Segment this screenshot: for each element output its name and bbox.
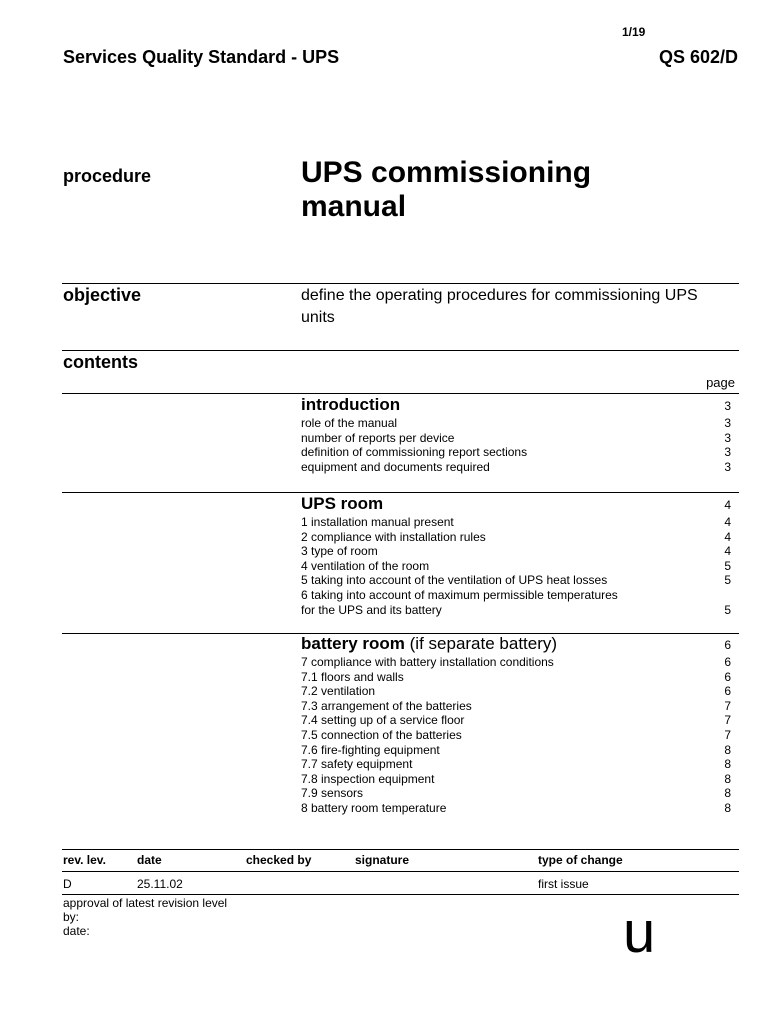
type-of-change-value: first issue — [538, 877, 589, 891]
contents-section-battery-room — [301, 634, 731, 816]
document-title-line-2: manual — [301, 190, 407, 223]
date-header: date — [137, 853, 162, 867]
divider — [62, 393, 739, 394]
section-heading — [301, 634, 731, 655]
divider — [62, 492, 739, 493]
approval-by-label: by: — [63, 910, 80, 924]
section-page: 6 — [724, 638, 731, 652]
contents-item: 7.6 fire-fighting equipment 8 — [301, 742, 731, 757]
document-code: QS 602/D — [658, 47, 738, 67]
contents-item: 7 compliance with battery installation conditions 6 — [301, 655, 731, 669]
divider — [62, 350, 739, 351]
page-number: 1/19 — [622, 25, 646, 39]
section-heading — [301, 494, 731, 515]
section-heading — [301, 395, 731, 416]
contents-item: 8 battery room temperature 8 — [301, 800, 731, 815]
contents-item: 7.3 arrangement of the batteries 7 — [301, 698, 731, 713]
section-title: UPS room — [301, 494, 384, 513]
section-page: 4 — [724, 498, 731, 512]
contents-item: role of the manual 3 — [301, 416, 731, 430]
contents-item: 7.2 ventilation 6 — [301, 684, 731, 699]
contents-item: number of reports per device 3 — [301, 430, 731, 445]
contents-item: 7.5 connection of the batteries 7 — [301, 727, 731, 742]
approval-date-label: date: — [63, 924, 90, 938]
contents-section-introduction — [301, 395, 731, 474]
checked-by-header: checked by — [246, 853, 312, 867]
divider — [62, 849, 739, 850]
section-title: battery room (if separate battery) — [301, 634, 558, 653]
contents-item: 7.4 setting up of a service floor 7 — [301, 713, 731, 728]
procedure-label: procedure — [63, 166, 152, 186]
objective-text: define the operating procedures for commissioning UPS units — [301, 287, 698, 326]
contents-page-header: page — [706, 375, 735, 390]
contents-item: 7.8 inspection equipment 8 — [301, 771, 731, 786]
document-title — [301, 156, 721, 224]
date-value: 25.11.02 — [137, 877, 183, 891]
divider — [62, 283, 739, 284]
contents-item: definition of commissioning report sections 3 — [301, 445, 731, 460]
contents-item: 6 taking into account of maximum permissible temperatures — [301, 587, 618, 602]
type-of-change-header: type of change — [538, 853, 623, 867]
divider — [62, 894, 739, 895]
document-series-title: Services Quality Standard - UPS — [63, 47, 340, 67]
contents-item: 3 type of room 4 — [301, 544, 731, 559]
divider — [62, 871, 739, 872]
contents-item: 1 installation manual present 4 — [301, 515, 731, 529]
document-title-line-1: UPS commissioning — [301, 156, 592, 189]
approval-label: approval of latest revision level — [63, 896, 228, 910]
contents-item: 4 ventilation of the room 5 — [301, 558, 731, 573]
objective-label: objective — [63, 285, 142, 305]
section-title: introduction — [301, 395, 401, 414]
contents-section-ups-room — [301, 494, 731, 617]
rev-level-header: rev. lev. — [63, 853, 106, 867]
company-logo: u — [623, 900, 656, 965]
section-page: 3 — [724, 399, 731, 413]
signature-header: signature — [355, 853, 410, 867]
contents-item: 5 taking into account of the ventilation of UPS heat losses 5 — [301, 573, 731, 588]
contents-item: 2 compliance with installation rules 4 — [301, 529, 731, 544]
contents-item: 7.7 safety equipment 8 — [301, 757, 731, 772]
contents-item: 7.1 floors and walls 6 — [301, 669, 731, 684]
contents-label: contents — [63, 352, 139, 372]
contents-item: 7.9 sensors 8 — [301, 786, 731, 801]
contents-item: for the UPS and its battery 5 — [301, 602, 731, 617]
rev-level-value: D — [63, 877, 72, 891]
approval-block — [63, 896, 227, 938]
contents-item: equipment and documents required 3 — [301, 459, 731, 474]
